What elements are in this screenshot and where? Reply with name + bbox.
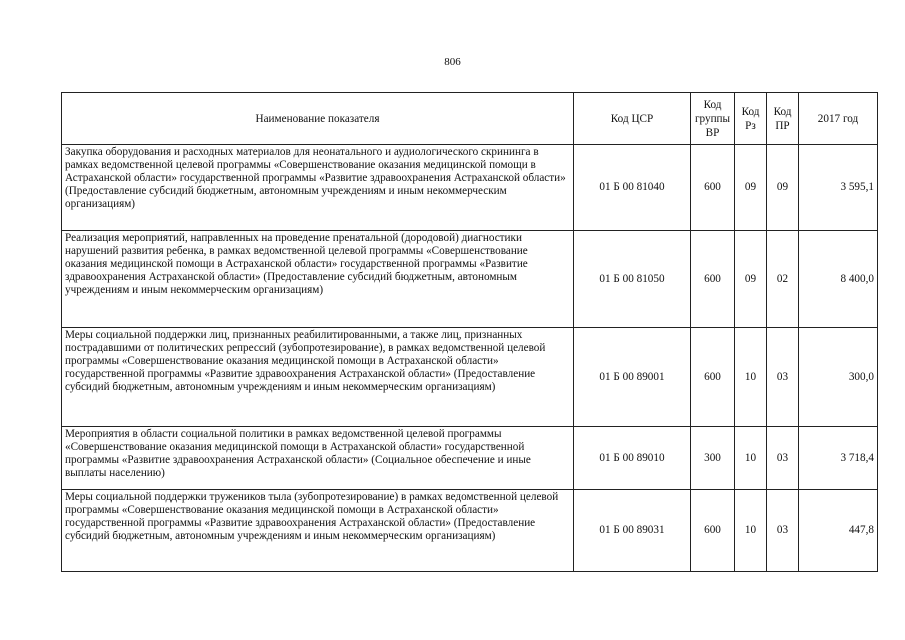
table-row <box>62 231 878 328</box>
row-amount: 8 400,0 <box>799 231 878 328</box>
header-year: 2017 год <box>799 93 878 145</box>
row-name: Меры социальной поддержки тружеников тыла (зубопротезирование) в рамках ведомственной целевой программы «Совершенствование оказания медицинской помощи в Астраханской области» государственной программы «Развитие здравоохранения Астраханской области» (Предоставление субсидий бюджетным, автономным учреждениям и иным некоммерческим организациям) <box>62 490 574 572</box>
row-pr: 03 <box>767 328 799 427</box>
header-name: Наименование показателя <box>62 93 574 145</box>
table-row <box>62 328 878 427</box>
row-vr: 300 <box>691 427 735 490</box>
row-rz: 09 <box>735 145 767 231</box>
row-rz: 10 <box>735 427 767 490</box>
row-csr: 01 Б 00 89001 <box>574 328 691 427</box>
table-header-row <box>62 93 878 145</box>
table-row <box>62 490 878 572</box>
header-csr: Код ЦСР <box>574 93 691 145</box>
table-row <box>62 427 878 490</box>
row-rz: 09 <box>735 231 767 328</box>
budget-table <box>61 92 878 572</box>
row-vr: 600 <box>691 490 735 572</box>
row-vr: 600 <box>691 231 735 328</box>
row-name: Реализация мероприятий, направленных на проведение пренатальной (дородовой) диагностики нарушений развития ребенка, в рамках ведомственной целевой программы «Совершенствование оказания медицинской помощи в Астраханской области» государственной программы «Развитие здравоохранения Астраханской области» (Предоставление субсидий бюджетным, автономным учреждениям и иным некоммерческим организациям) <box>62 231 574 328</box>
row-amount: 447,8 <box>799 490 878 572</box>
header-rz: Код Рз <box>735 93 767 145</box>
row-rz: 10 <box>735 328 767 427</box>
row-name: Закупка оборудования и расходных материалов для неонатального и аудиологического скрининга в рамках ведомственной целевой программы «Совершенствование оказания медицинской помощи в Астраханской области» государственной программы «Развитие здравоохранения Астраханской области» (Предоставление субсидий бюджетным, автономным учреждениям и иным некоммерческим организациям) <box>62 145 574 231</box>
row-vr: 600 <box>691 145 735 231</box>
row-pr: 02 <box>767 231 799 328</box>
row-csr: 01 Б 00 89010 <box>574 427 691 490</box>
row-amount: 3 718,4 <box>799 427 878 490</box>
row-csr: 01 Б 00 81050 <box>574 231 691 328</box>
row-csr: 01 Б 00 89031 <box>574 490 691 572</box>
row-name: Мероприятия в области социальной политики в рамках ведомственной целевой программы «Совершенствование оказания медицинской помощи в Астраханской области» государственной программы «Развитие здравоохранения Астраханской области» (Социальное обеспечение и иные выплаты населению) <box>62 427 574 490</box>
page-number: 806 <box>444 56 461 68</box>
row-vr: 600 <box>691 328 735 427</box>
row-name: Меры социальной поддержки лиц, признанных реабилитированными, а также лиц, признанных пострадавшими от политических репрессий (зубопротезирование), в рамках ведомственной целевой программы «Совершенствование оказания медицинской помощи в Астраханской области» государственной программы «Развитие здравоохранения Астраханской области» (Предоставление субсидий бюджетным, автономным учреждениям и иным некоммерческим организациям) <box>62 328 574 427</box>
row-pr: 03 <box>767 427 799 490</box>
table-row <box>62 145 878 231</box>
row-pr: 09 <box>767 145 799 231</box>
row-rz: 10 <box>735 490 767 572</box>
header-pr: Код ПР <box>767 93 799 145</box>
row-csr: 01 Б 00 81040 <box>574 145 691 231</box>
row-amount: 3 595,1 <box>799 145 878 231</box>
header-vr: Код группы ВР <box>691 93 735 145</box>
row-amount: 300,0 <box>799 328 878 427</box>
row-pr: 03 <box>767 490 799 572</box>
